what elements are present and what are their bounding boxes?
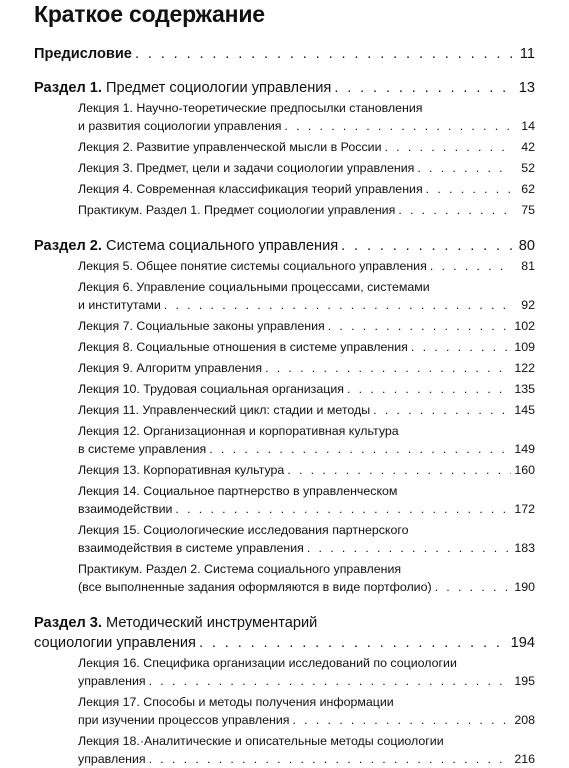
preface-title: Предисловие [34, 46, 132, 62]
entry-title-line1: Лекция 16. Специфика организации исследований по социологии [78, 656, 457, 670]
page-number: 135 [514, 382, 535, 396]
leader-dots [334, 78, 512, 98]
page-number: 216 [514, 752, 535, 766]
page-number: 122 [514, 361, 535, 375]
leader-dots [292, 711, 511, 729]
leader-dots [411, 338, 511, 356]
leader-dots [164, 296, 512, 314]
entry-title-line1: Лекция 14. Социальное партнерство в управленческом [78, 484, 398, 498]
toc-entry[interactable] [78, 560, 535, 596]
entry-title: взаимодействии [78, 502, 173, 516]
leader-dots [341, 236, 512, 256]
page-number: 149 [514, 442, 535, 456]
page-number: 11 [519, 46, 535, 62]
toc-entry[interactable] [78, 521, 535, 557]
toc-entry[interactable] [78, 693, 535, 729]
section-title: Система социального управления [106, 238, 339, 254]
page-number: 52 [521, 161, 535, 175]
leader-dots [284, 117, 512, 135]
toc-entry[interactable] [78, 732, 535, 768]
page-number: 80 [518, 238, 535, 254]
leader-dots [385, 138, 513, 156]
section-label: Раздел 1. [34, 80, 102, 96]
leader-dots [135, 44, 512, 64]
toc-entry[interactable] [78, 359, 535, 377]
toc-entry[interactable] [78, 138, 535, 156]
toc-entry[interactable] [78, 257, 535, 275]
entry-title-line1: Лекция 15. Социологические исследования партнерского [78, 523, 409, 537]
leader-dots [175, 500, 511, 518]
entry-title-line1: Лекция 1. Научно-теоретические предпосылки становления [78, 101, 423, 115]
section-title: Предмет социологии управления [106, 80, 332, 96]
page-number: 195 [514, 674, 535, 688]
entry-title: Лекция 4. Современная классификация теорий управления [78, 182, 423, 196]
toc-entry[interactable] [78, 338, 535, 356]
page-number: 145 [514, 403, 535, 417]
leader-dots [209, 440, 511, 458]
page-number: 92 [521, 298, 535, 312]
toc-entry[interactable] [78, 380, 535, 398]
toc-entry[interactable] [78, 654, 535, 690]
page-title: Краткое содержание [34, 1, 265, 27]
section-label: Раздел 3. [34, 615, 102, 631]
leader-dots [265, 359, 511, 377]
toc-entry[interactable] [78, 482, 535, 518]
leader-dots [435, 578, 512, 596]
leader-dots [149, 750, 512, 768]
entry-title: Лекция 13. Корпоративная культура [78, 463, 285, 477]
leader-dots [347, 380, 511, 398]
toc-entry[interactable] [78, 99, 535, 135]
toc-preface[interactable] [34, 44, 535, 64]
leader-dots [430, 257, 512, 275]
leader-dots [199, 633, 508, 653]
leader-dots [307, 539, 511, 557]
leader-dots [426, 180, 512, 198]
entry-title-line1: Лекция 12. Организационная и корпоративная культура [78, 424, 399, 438]
leader-dots [328, 317, 512, 335]
toc-entry[interactable] [78, 422, 535, 458]
entry-title: Лекция 8. Социальные отношения в системе управления [78, 340, 408, 354]
entry-title: и развития социологии управления [78, 119, 282, 133]
page-number: 62 [521, 182, 535, 196]
leader-dots [398, 201, 512, 219]
entry-title: и институтами [78, 298, 161, 312]
section-label: Раздел 2. [34, 238, 102, 254]
entry-title: (все выполненные задания оформляются в виде портфолио) [78, 580, 432, 594]
toc-entry[interactable] [78, 180, 535, 198]
leader-dots [373, 401, 511, 419]
table-of-contents [34, 44, 535, 768]
entry-title-line1: Лекция 6. Управление социальными процессами, системами [78, 280, 430, 294]
entry-title: Лекция 3. Предмет, цели и задачи социологии управления [78, 161, 415, 175]
page-number: 183 [514, 541, 535, 555]
entry-title: Практикум. Раздел 1. Предмет социологии управления [78, 203, 396, 217]
entry-title: управления [78, 674, 146, 688]
page-number: 160 [514, 463, 535, 477]
section-title-line1: Методический инструментарий [106, 615, 318, 631]
toc-section-1[interactable] [34, 78, 535, 98]
entry-title: в системе управления [78, 442, 207, 456]
page-number: 75 [521, 203, 535, 217]
entry-title: Лекция 9. Алгоритм управления [78, 361, 263, 375]
page-number: 13 [518, 80, 535, 96]
toc-entry[interactable] [78, 401, 535, 419]
page-number: 109 [514, 340, 535, 354]
entry-title: управления [78, 752, 146, 766]
toc-entry[interactable] [78, 201, 535, 219]
toc-section-3[interactable] [34, 613, 535, 653]
entry-title: Лекция 7. Социальные законы управления [78, 319, 325, 333]
leader-dots [149, 672, 512, 690]
entry-title: Лекция 5. Общее понятие системы социального управления [78, 259, 427, 273]
entry-title: Лекция 11. Управленческий цикл: стадии и методы [78, 403, 371, 417]
page-number: 208 [514, 713, 535, 727]
page-number: 190 [514, 580, 535, 594]
toc-section-2[interactable] [34, 236, 535, 256]
entry-title: при изучении процессов управления [78, 713, 290, 727]
page-number: 14 [521, 119, 535, 133]
entry-title-line1: Лекция 18.·Аналитические и описательные методы социологии [78, 734, 444, 748]
page-number: 102 [514, 319, 535, 333]
page-number: 172 [514, 502, 535, 516]
entry-title-line1: Лекция 17. Способы и методы получения информации [78, 695, 394, 709]
entry-title: Лекция 10. Трудовая социальная организация [78, 382, 344, 396]
page-number: 81 [521, 259, 535, 273]
page-number: 194 [510, 635, 535, 651]
toc-entry[interactable] [78, 278, 535, 314]
leader-dots [287, 461, 511, 479]
entry-title: Лекция 2. Развитие управленческой мысли в России [78, 140, 382, 154]
toc-entry[interactable] [78, 317, 535, 335]
entry-title: взаимодействия в системе управления [78, 541, 304, 555]
section-title: социологии управления [34, 635, 196, 651]
leader-dots [417, 159, 512, 177]
toc-entry[interactable] [78, 159, 535, 177]
page-number: 42 [521, 140, 535, 154]
toc-entry[interactable] [78, 461, 535, 479]
entry-title-line1: Практикум. Раздел 2. Система социального управления [78, 562, 402, 576]
